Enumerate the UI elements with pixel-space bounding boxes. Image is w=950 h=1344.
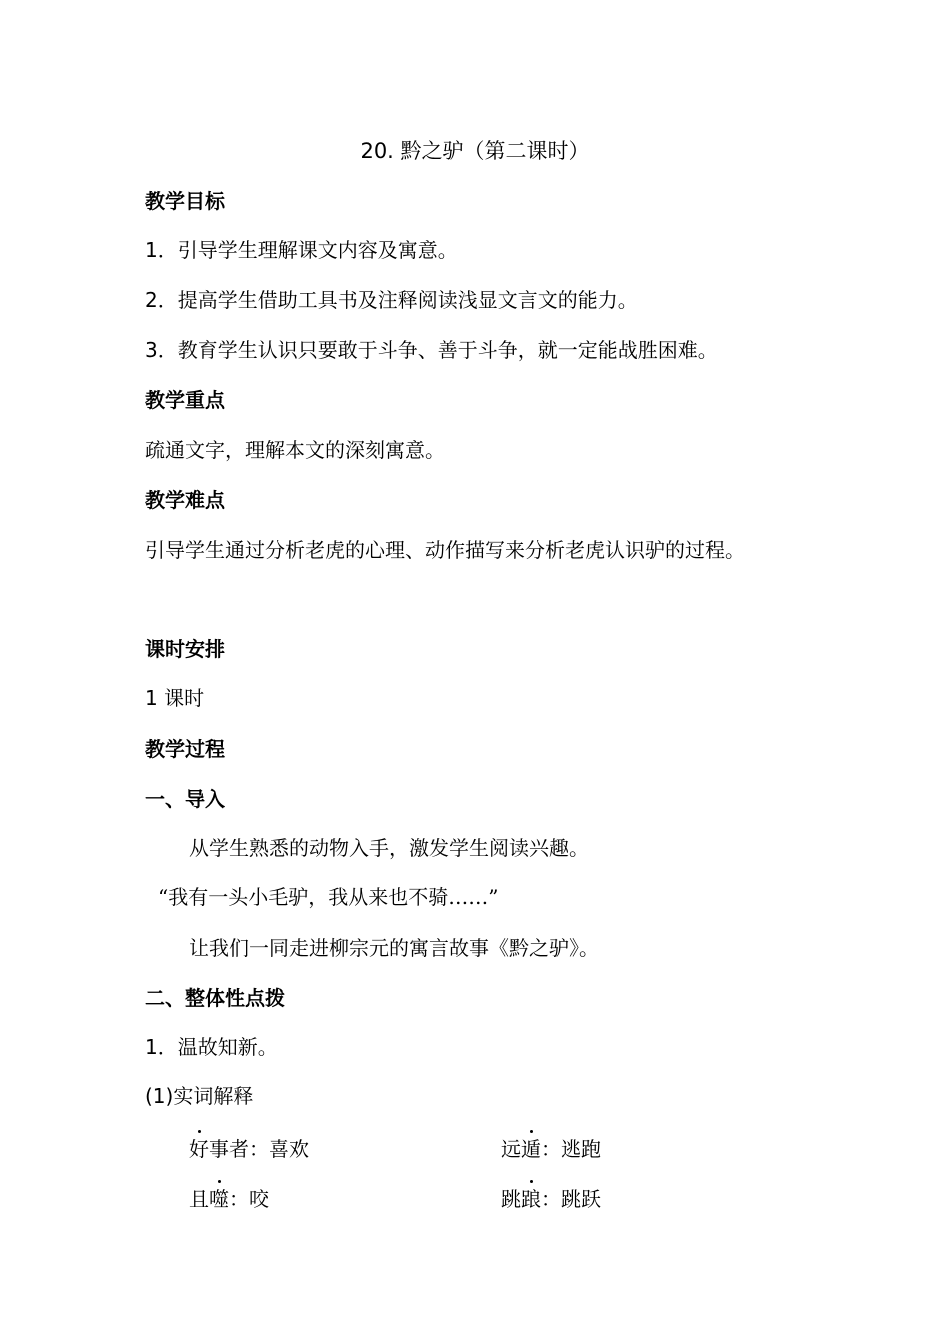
- vocab-emphasized-char: 好: [189, 1137, 209, 1161]
- key-points-heading: 教学重点: [145, 388, 225, 412]
- vocab-emphasized-char: 踉: [521, 1187, 541, 1211]
- intro-paragraph: 从学生熟悉的动物入手，激发学生阅读兴趣。: [189, 836, 589, 860]
- objectives-heading: 教学目标: [145, 189, 225, 213]
- objective-item: [145, 337, 718, 363]
- vocab-prefix: 远: [501, 1137, 521, 1161]
- section-heading-overview: 二、整体性点拨: [145, 986, 285, 1010]
- objective-item: [145, 287, 638, 313]
- difficulties-heading: 教学难点: [145, 488, 225, 512]
- vocab-prefix: 跳: [501, 1187, 521, 1211]
- vocab-definition: 事者：喜欢: [209, 1137, 309, 1161]
- vocab-emphasized-char: 噬: [209, 1187, 229, 1211]
- vocab-entry: [189, 1186, 269, 1212]
- schedule-heading: 课时安排: [145, 637, 225, 661]
- objective-number: 1．: [145, 238, 178, 262]
- objective-text: 教育学生认识只要敢于斗争、善于斗争，就一定能战胜困难。: [177, 338, 718, 362]
- objective-text: 引导学生理解课文内容及寓意。: [177, 238, 458, 262]
- difficulties-text: 引导学生通过分析老虎的心理、动作描写来分析老虎认识驴的过程。: [145, 538, 745, 562]
- overview-item-number: 1．: [145, 1035, 178, 1059]
- vocab-entry: [189, 1136, 309, 1162]
- objective-number: 2．: [145, 288, 178, 312]
- sub-item-number: (1): [145, 1084, 174, 1108]
- sub-item-text: 实词解释: [173, 1084, 254, 1108]
- overview-item-text: 温故知新。: [177, 1035, 278, 1059]
- vocab-entry: [501, 1136, 601, 1162]
- objective-number: 3．: [145, 338, 178, 362]
- section-heading-intro: 一、导入: [145, 787, 225, 811]
- schedule-text: [145, 685, 204, 711]
- schedule-unit: 课时: [164, 686, 205, 710]
- sub-item: [145, 1083, 253, 1109]
- vocab-emphasized-char: 遁: [521, 1137, 541, 1161]
- vocab-definition: ：跳跃: [541, 1187, 601, 1211]
- vocab-definition: ：逃跑: [541, 1137, 601, 1161]
- process-heading: 教学过程: [145, 737, 225, 761]
- document-title: 20. 黔之驴（第二课时）: [360, 139, 590, 163]
- key-points-text: 疏通文字，理解本文的深刻寓意。: [145, 438, 445, 462]
- vocab-definition: ：咬: [229, 1187, 269, 1211]
- objective-text: 提高学生借助工具书及注释阅读浅显文言文的能力。: [177, 288, 638, 312]
- schedule-number: 1: [145, 686, 158, 710]
- intro-quote: “我有一头小毛驴，我从来也不骑……”: [158, 885, 499, 909]
- vocab-prefix: 且: [189, 1187, 209, 1211]
- overview-item: [145, 1034, 278, 1060]
- intro-paragraph: 让我们一同走进柳宗元的寓言故事《黔之驴》。: [189, 936, 599, 960]
- objective-item: [145, 237, 458, 263]
- vocab-entry: [501, 1186, 601, 1212]
